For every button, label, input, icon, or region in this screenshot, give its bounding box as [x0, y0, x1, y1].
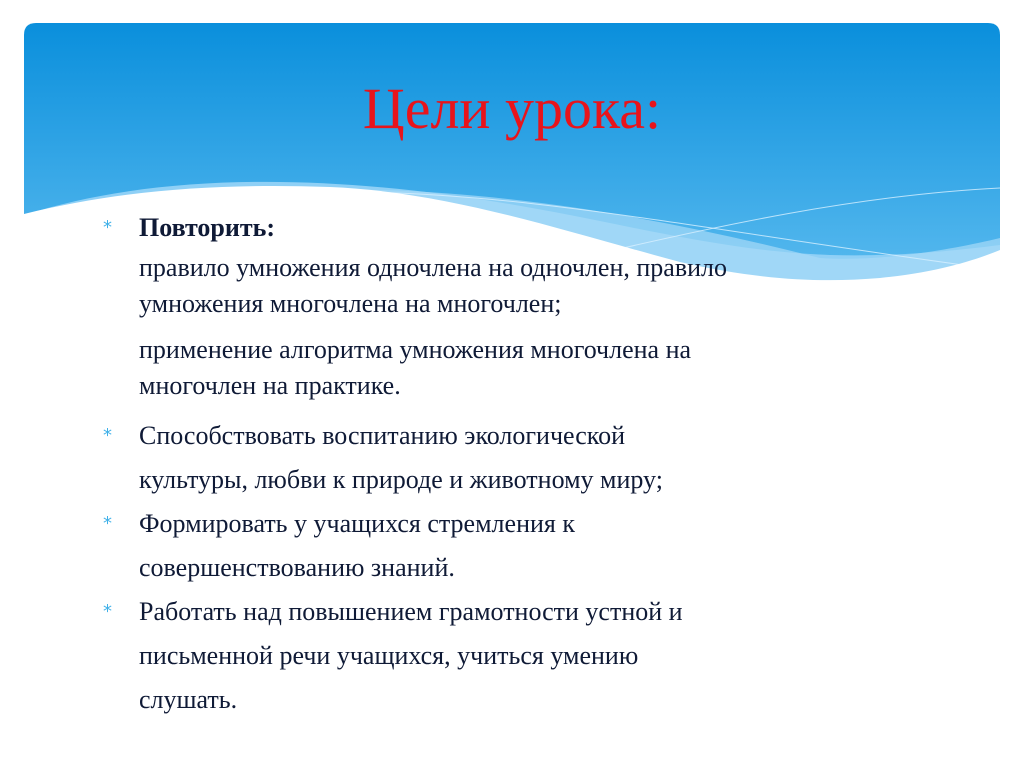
text-line: многочлен на практике.	[139, 371, 401, 400]
list-item	[103, 590, 903, 722]
sub-paragraph	[139, 332, 903, 404]
item-heading: Повторить:	[139, 213, 276, 242]
text-line: слушать.	[139, 685, 238, 714]
asterisk-bullet-icon: *	[103, 513, 112, 534]
text-line: Работать над повышением грамотности устной и	[139, 597, 683, 626]
objectives-list	[103, 206, 903, 722]
text-line: письменной речи учащихся, учиться умению	[139, 641, 639, 670]
text-line: Формировать у учащихся стремления к	[139, 509, 575, 538]
text-line: умножения многочлена на многочлен;	[139, 289, 562, 318]
sub-paragraph	[139, 250, 903, 322]
text-line: Способствовать воспитанию экологической	[139, 421, 625, 450]
text-line: культуры, любви к природе и животному миру;	[139, 465, 663, 494]
asterisk-bullet-icon: *	[103, 425, 112, 446]
asterisk-bullet-icon: *	[103, 217, 112, 238]
list-item	[103, 206, 903, 404]
text-line: применение алгоритма умножения многочлена на	[139, 335, 692, 364]
text-line: правило умножения одночлена на одночлен, правило	[139, 253, 728, 282]
text-line: совершенствованию знаний.	[139, 553, 455, 582]
list-item	[103, 414, 903, 502]
list-item	[103, 502, 903, 590]
asterisk-bullet-icon: *	[103, 601, 112, 622]
slide-title: Цели урока:	[362, 76, 662, 141]
